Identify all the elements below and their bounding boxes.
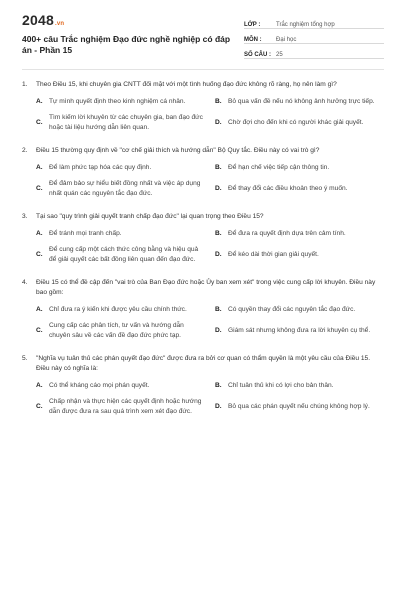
question-item [22, 278, 384, 341]
meta-key: MÔN : [244, 37, 262, 43]
brand-block [22, 12, 232, 59]
option-text: Để tránh mọi tranh chấp. [49, 230, 122, 237]
option-label: C. [36, 327, 43, 334]
question-text: Điều 15 có thể đề cập đến "vai trò của Ban Đạo đức hoặc Ủy ban xem xét" trong việc cung cấp lời khuyên. Điều này bao gồm: [36, 279, 376, 296]
option-label: D. [215, 185, 222, 192]
question-text: Điều 15 thường quy định về "cơ chế giải thích và hướng dẫn" Bộ Quy tắc. Điều này có vai trò gì? [36, 147, 320, 154]
question-text: "Nghĩa vụ tuân thủ các phán quyết đạo đức" được đưa ra bởi cơ quan có thẩm quyền là một yêu cầu của Điều 15. Điều này có nghĩa là: [36, 355, 371, 372]
option-text: Cung cấp các phân tích, tư vấn và hướng dẫn chuyên sâu về các vấn đề đạo đức phức tạp. [49, 322, 184, 339]
question-item [22, 212, 384, 265]
option-label: D. [215, 403, 222, 410]
option-label: A. [36, 98, 43, 105]
answer-option[interactable] [36, 245, 205, 265]
meta-value: Trắc nghiệm tổng hợp [276, 22, 335, 28]
question-number: 3. [22, 213, 28, 220]
answer-option[interactable] [215, 113, 384, 133]
option-text: Để đảm bảo sự hiểu biết đồng nhất và việc áp dụng nhất quán các nguyên tắc đạo đức. [49, 180, 201, 197]
answer-option[interactable] [215, 397, 384, 417]
option-text: Tự mình quyết định theo kinh nghiệm cá nhân. [49, 98, 186, 105]
option-text: Chỉ đưa ra ý kiến khi được yêu cầu chính thức. [49, 306, 187, 313]
meta-key: SỐ CÂU : [244, 52, 271, 58]
option-text: Giám sát nhưng không đưa ra lời khuyên cụ thể. [228, 327, 371, 334]
meta-key: LỚP : [244, 22, 261, 28]
question-number: 1. [22, 81, 28, 88]
answer-option[interactable] [36, 97, 205, 107]
question-item [22, 146, 384, 199]
logo-text: 2048 [22, 12, 54, 28]
question-stem [22, 212, 384, 222]
option-text: Để cung cấp một cách thức công bằng và hiệu quả để giải quyết các bất đồng liên quan đến đạo đức. [49, 246, 199, 263]
document-header [22, 12, 384, 59]
meta-value: Đại học [276, 37, 297, 43]
option-label: B. [215, 382, 222, 389]
question-stem [22, 80, 384, 90]
option-label: C. [36, 119, 43, 126]
question-number: 2. [22, 147, 28, 154]
option-label: C. [36, 251, 43, 258]
question-text: Tại sao "quy trình giải quyết tranh chấp đạo đức" lại quan trọng theo Điều 15? [36, 213, 264, 220]
option-text: Chỉ tuân thủ khi có lợi cho bản thân. [228, 382, 334, 389]
option-text: Bỏ qua vấn đề nếu nó không ảnh hưởng trực tiếp. [228, 98, 375, 105]
option-label: D. [215, 119, 222, 126]
answer-option[interactable] [36, 179, 205, 199]
question-number: 4. [22, 279, 28, 286]
meta-table [244, 14, 384, 59]
answer-option[interactable] [215, 321, 384, 341]
answer-option[interactable] [36, 163, 205, 173]
header-divider [22, 69, 384, 70]
question-stem [22, 354, 384, 374]
option-text: Để kéo dài thời gian giải quyết. [228, 251, 319, 258]
answer-option[interactable] [215, 97, 384, 107]
question-text: Theo Điều 15, khi chuyên gia CNTT đối mặt với một tình huống đạo đức không rõ ràng, họ nên làm gì? [36, 81, 337, 88]
option-text: Chờ đợi cho đến khi có người khác giải quyết. [228, 119, 364, 126]
meta-row [244, 14, 384, 29]
question-number: 5. [22, 355, 28, 362]
answer-option[interactable] [215, 245, 384, 265]
option-label: A. [36, 164, 43, 171]
option-text: Để hạn chế việc tiếp cận thông tin. [228, 164, 330, 171]
question-item [22, 354, 384, 417]
answer-options [22, 97, 384, 133]
option-text: Để làm phức tạp hóa các quy định. [49, 164, 152, 171]
document-title: 400+ câu Trắc nghiệm Đạo đức nghề nghiệp có đáp án - Phần 15 [22, 34, 231, 55]
answer-option[interactable] [215, 381, 384, 391]
option-text: Để đưa ra quyết định dựa trên cảm tính. [228, 230, 346, 237]
option-label: D. [215, 327, 222, 334]
answer-option[interactable] [36, 321, 205, 341]
question-item [22, 80, 384, 133]
answer-option[interactable] [215, 229, 384, 239]
option-label: B. [215, 164, 222, 171]
meta-row [244, 29, 384, 44]
option-label: B. [215, 98, 222, 105]
option-text: Tìm kiếm lời khuyên từ các chuyên gia, ban đạo đức hoặc tài liệu hướng dẫn liên quan. [49, 114, 203, 131]
option-label: B. [215, 306, 222, 313]
option-text: Bỏ qua các phán quyết nếu chúng không hợp lý. [228, 403, 370, 410]
answer-option[interactable] [36, 305, 205, 315]
answer-options [22, 381, 384, 417]
option-label: C. [36, 185, 43, 192]
answer-option[interactable] [215, 163, 384, 173]
answer-option[interactable] [215, 305, 384, 315]
question-list [22, 80, 384, 417]
answer-option[interactable] [215, 179, 384, 199]
answer-options [22, 229, 384, 265]
option-text: Có quyền thay đổi các nguyên tắc đạo đức. [228, 306, 356, 313]
question-stem [22, 146, 384, 156]
answer-options [22, 163, 384, 199]
option-label: D. [215, 251, 222, 258]
site-logo[interactable] [22, 12, 232, 28]
answer-option[interactable] [36, 113, 205, 133]
logo-tld: .vn [54, 21, 65, 27]
option-text: Chấp nhận và thực hiện các quyết định hoặc hướng dẫn được đưa ra sau quá trình xem xét đạo đức. [49, 398, 202, 415]
option-label: A. [36, 230, 43, 237]
answer-option[interactable] [36, 229, 205, 239]
option-label: B. [215, 230, 222, 237]
answer-option[interactable] [36, 381, 205, 391]
answer-option[interactable] [36, 397, 205, 417]
option-text: Có thể kháng cáo mọi phán quyết. [49, 382, 150, 389]
answer-options [22, 305, 384, 341]
meta-row [244, 44, 384, 59]
option-label: A. [36, 382, 43, 389]
question-stem [22, 278, 384, 298]
meta-value: 25 [276, 52, 283, 58]
option-text: Để thay đổi các điều khoản theo ý muốn. [228, 185, 348, 192]
option-label: C. [36, 403, 43, 410]
option-label: A. [36, 306, 43, 313]
